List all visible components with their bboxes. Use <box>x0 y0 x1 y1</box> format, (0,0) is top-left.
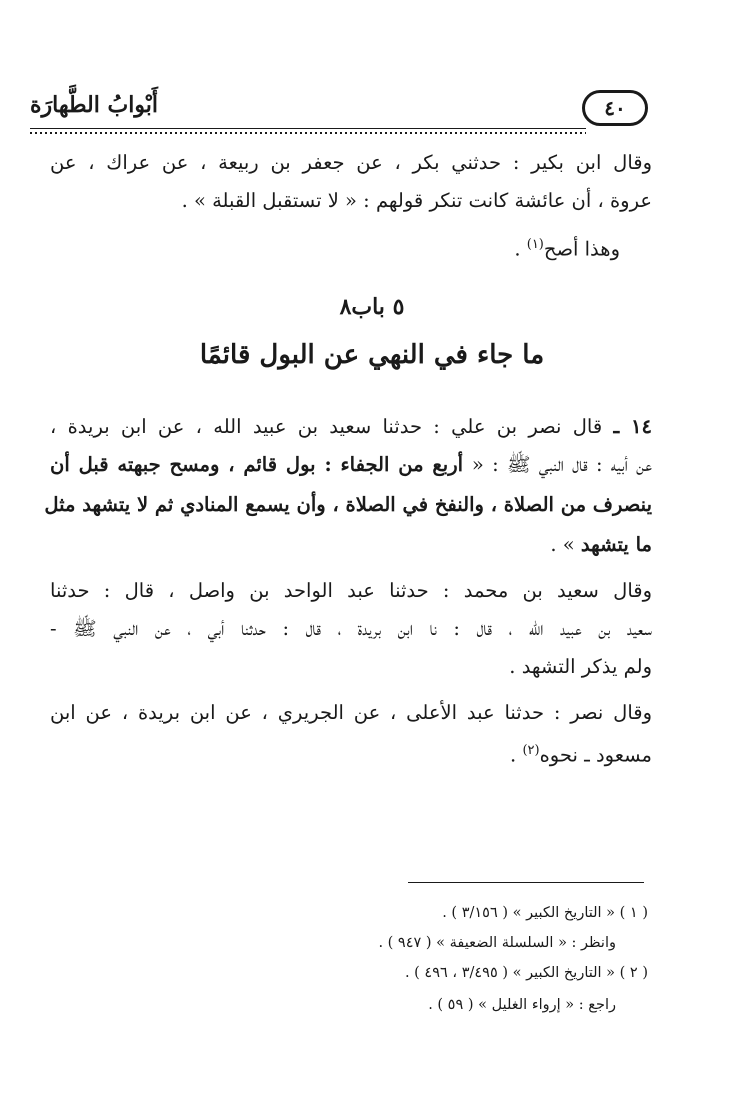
text-line: سعيد بن عبيد الله ، قال : نا ابن بريدة ، قال : حدثنا أبي ، عن النبي ﷺ - <box>50 617 652 640</box>
text-line <box>510 736 652 771</box>
text-line: وقال نصر : حدثنا عبد الأعلى ، عن الجريري ، عن ابن بريدة ، عن ابن <box>50 701 652 724</box>
footnote-ref: (٢) <box>522 743 540 758</box>
text-line: ولم يذكر التشهد . <box>509 655 652 678</box>
footnote-rule <box>408 882 644 883</box>
text-span: عن أبيه : قال النبي ﷺ : « <box>471 453 652 476</box>
footnote-ref: (١) <box>526 237 544 252</box>
page-number-badge <box>582 90 648 126</box>
text-line: عروة ، أن عائشة كانت تنكر قولهم : « لا تستقبل القبلة » . <box>181 189 652 212</box>
text-line <box>50 412 652 442</box>
text-span: . <box>514 237 527 261</box>
hadith-number: ١٤ ـ <box>613 415 652 438</box>
text-line: وقال سعيد بن محمد : حدثنا عبد الواحد بن واصل ، قال : حدثنا <box>50 579 652 602</box>
header-rule <box>30 128 586 135</box>
text-line <box>514 230 620 265</box>
text-span: . <box>510 743 523 767</box>
hadith-text-bold: ما يتشهد <box>580 533 652 556</box>
text-line <box>50 450 652 480</box>
footnote: ( ١ ) « التاريخ الكبير » ( ٣/١٥٦ ) . <box>442 905 648 921</box>
chapter-title: ما جاء في النهي عن البول قائمًا <box>199 340 545 370</box>
running-title: أَبْوابُ الطَّهارَة <box>30 92 158 118</box>
hadith-text-bold: أربع من الجفاء : بول قائم ، ومسح جبهته قبل أن <box>50 453 472 476</box>
text-line: وقال ابن بكير : حدثني بكر ، عن جعفر بن ربيعة ، عن عراك ، عن <box>50 151 652 174</box>
footnote: وانظر : « السلسلة الضعيفة » ( ٩٤٧ ) . <box>378 935 616 951</box>
text-span: مسعود ـ نحوه <box>539 743 652 767</box>
page-number: ٤٠ <box>604 96 626 120</box>
text-span: » . <box>550 533 581 556</box>
text-span: وهذا أصح <box>543 237 620 261</box>
footnote: ( ٢ ) « التاريخ الكبير » ( ٣/٤٩٥ ، ٤٩٦ ) . <box>404 965 648 981</box>
chapter-number: ٥ باب٨ <box>339 294 405 320</box>
footnote: راجع : « إرواء الغليل » ( ٥٩ ) . <box>428 997 616 1013</box>
hadith-text-bold: ينصرف من الصلاة ، والنفخ في الصلاة ، وأن يسمع المنادي ثم لا يتشهد مثل <box>44 493 652 516</box>
text-span: قال نصر بن علي : حدثنا سعيد بن عبيد الله ، عن ابن بريدة ، <box>50 415 603 438</box>
text-line <box>550 530 652 560</box>
